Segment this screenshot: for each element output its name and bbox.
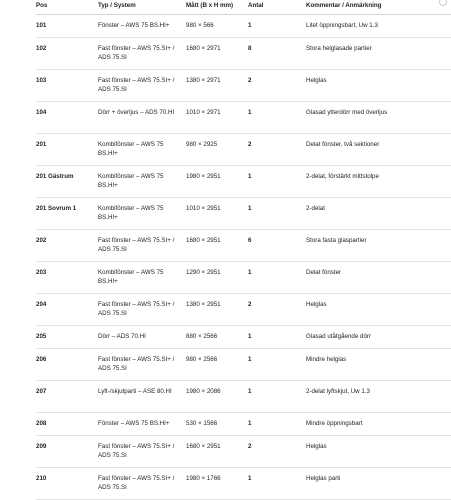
table-row [36, 230, 451, 262]
table-body [36, 15, 451, 500]
table-row [36, 198, 451, 230]
antal-cell: 1 [248, 349, 306, 381]
table-row [36, 381, 451, 413]
header-kommentar [306, 0, 451, 15]
matt-cell: 1980 × 2951 [186, 166, 248, 198]
kommentar-cell: Mindre öppningsbart [306, 413, 451, 436]
matt-cell: 1380 × 2971 [186, 70, 248, 102]
typ-cell: Fast fönster – AWS 75.SI+ / ADS 75.SI [98, 70, 186, 102]
typ-cell: Kombifönster – AWS 75 BS.HI+ [98, 134, 186, 166]
kommentar-cell: Helglas [306, 294, 451, 326]
antal-cell: 2 [248, 294, 306, 326]
pos-cell: 104 [36, 102, 98, 134]
circle-icon [439, 0, 447, 6]
matt-cell: 1980 × 2086 [186, 381, 248, 413]
pos-cell: 206 [36, 349, 98, 381]
table-row [36, 15, 451, 38]
pos-cell: 201 [36, 134, 98, 166]
table-row [36, 413, 451, 436]
header-antal: Antal [248, 0, 306, 15]
header-pos: Pos [36, 0, 98, 15]
typ-cell: Fast fönster – AWS 75.SI+ / ADS 75.SI [98, 230, 186, 262]
kommentar-cell: Helglas [306, 70, 451, 102]
table-row [36, 102, 451, 134]
antal-cell: 2 [248, 134, 306, 166]
window-schedule-table [36, 0, 451, 500]
matt-cell: 1380 × 2951 [186, 294, 248, 326]
antal-cell: 1 [248, 15, 306, 38]
typ-cell: Dörr – ADS 70.HI [98, 326, 186, 349]
matt-cell: 1010 × 2971 [186, 102, 248, 134]
typ-cell: Fönster – AWS 75 BS.HI+ [98, 15, 186, 38]
matt-cell: 1680 × 2951 [186, 230, 248, 262]
typ-cell: Lyft-/skjutparti – ASE 80.HI [98, 381, 186, 413]
antal-cell: 1 [248, 198, 306, 230]
typ-cell: Fast fönster – AWS 75.SI+ / ADS 75.SI [98, 468, 186, 500]
pos-cell: 201 Sovrum 1 [36, 198, 98, 230]
pos-cell: 202 [36, 230, 98, 262]
antal-cell: 6 [248, 230, 306, 262]
pos-cell: 209 [36, 436, 98, 468]
kommentar-cell: 2-delat [306, 198, 451, 230]
matt-cell: 1680 × 2951 [186, 436, 248, 468]
antal-cell: 2 [248, 70, 306, 102]
antal-cell: 1 [248, 326, 306, 349]
matt-cell: 980 × 2925 [186, 134, 248, 166]
table-header-row [36, 0, 451, 15]
pos-cell: 203 [36, 262, 98, 294]
typ-cell: Fast fönster – AWS 75.SI+ / ADS 75.SI [98, 436, 186, 468]
matt-cell: 1010 × 2951 [186, 198, 248, 230]
pos-cell: 102 [36, 38, 98, 70]
kommentar-cell: Stora fasta glaspartier [306, 230, 451, 262]
header-matt: Mått (B x H mm) [186, 0, 248, 15]
typ-cell: Kombifönster – AWS 75 BS.HI+ [98, 262, 186, 294]
kommentar-cell: Helglas parti [306, 468, 451, 500]
kommentar-cell: 2-delat lyftskjut, Uw 1.3 [306, 381, 451, 413]
table-row [36, 38, 451, 70]
pos-cell: 207 [36, 381, 98, 413]
pos-cell: 208 [36, 413, 98, 436]
header-kommentar-label: Kommentar / Anmärkning [306, 2, 382, 9]
table-row [36, 294, 451, 326]
pos-cell: 101 [36, 15, 98, 38]
typ-cell: Fast fönster – AWS 75.SI+ / ADS 75.SI [98, 294, 186, 326]
matt-cell: 980 × 2566 [186, 349, 248, 381]
pos-cell: 103 [36, 70, 98, 102]
antal-cell: 1 [248, 468, 306, 500]
antal-cell: 2 [248, 436, 306, 468]
pos-cell: 205 [36, 326, 98, 349]
antal-cell: 8 [248, 38, 306, 70]
pos-cell: 210 [36, 468, 98, 500]
kommentar-cell: Delat fönster, två sektioner [306, 134, 451, 166]
table-row [36, 70, 451, 102]
matt-cell: 1980 × 1766 [186, 468, 248, 500]
antal-cell: 1 [248, 166, 306, 198]
typ-cell: Fönster – AWS 75 BS.HI+ [98, 413, 186, 436]
table-row [36, 326, 451, 349]
kommentar-cell: 2-delat, förstärkt mittstolpe [306, 166, 451, 198]
matt-cell: 980 × 566 [186, 15, 248, 38]
table-row [36, 349, 451, 381]
matt-cell: 1680 × 2971 [186, 38, 248, 70]
kommentar-cell: Helglas [306, 436, 451, 468]
matt-cell: 530 × 1566 [186, 413, 248, 436]
table-row [36, 134, 451, 166]
kommentar-cell: Delat fönster [306, 262, 451, 294]
header-typ: Typ / System [98, 0, 186, 15]
typ-cell: Fast fönster – AWS 75.SI+ / ADS 75.SI [98, 38, 186, 70]
typ-cell: Fast fönster – AWS 75.SI+ / ADS 75.SI [98, 349, 186, 381]
matt-cell: 1290 × 2951 [186, 262, 248, 294]
kommentar-cell: Stora helglasade partier [306, 38, 451, 70]
table-row [36, 436, 451, 468]
pos-cell: 201 Gästrum [36, 166, 98, 198]
antal-cell: 1 [248, 413, 306, 436]
kommentar-cell: Glasad ytterdörr med överljus [306, 102, 451, 134]
kommentar-cell: Litet öppningsbart, Uw 1.3 [306, 15, 451, 38]
typ-cell: Dörr + överljus – ADS 70.HI [98, 102, 186, 134]
antal-cell: 1 [248, 102, 306, 134]
table-row [36, 262, 451, 294]
typ-cell: Kombifönster – AWS 75 BS.HI+ [98, 166, 186, 198]
table-row [36, 166, 451, 198]
kommentar-cell: Glasad utåtgående dörr [306, 326, 451, 349]
table-row [36, 468, 451, 500]
typ-cell: Kombifönster – AWS 75 BS.HI+ [98, 198, 186, 230]
antal-cell: 1 [248, 262, 306, 294]
matt-cell: 880 × 2566 [186, 326, 248, 349]
pos-cell: 204 [36, 294, 98, 326]
kommentar-cell: Mindre helglas [306, 349, 451, 381]
antal-cell: 1 [248, 381, 306, 413]
